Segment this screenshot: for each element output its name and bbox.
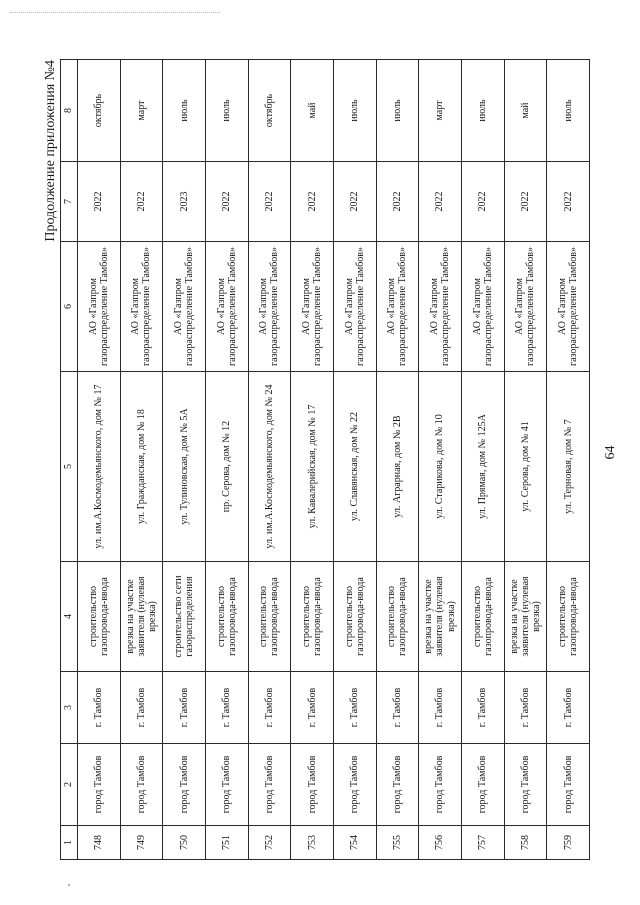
locality-cell: г. Тамбов bbox=[163, 672, 206, 744]
column-header: 3 bbox=[61, 672, 78, 744]
column-header: 5 bbox=[61, 372, 78, 562]
month-cell: июль bbox=[163, 60, 206, 162]
settlement-cell: город Тамбов bbox=[419, 744, 462, 826]
work-type-cell: строительство газопровода-ввода bbox=[248, 562, 291, 672]
locality-cell: г. Тамбов bbox=[205, 672, 248, 744]
locality-cell: г. Тамбов bbox=[248, 672, 291, 744]
year-cell: 2022 bbox=[120, 162, 163, 242]
column-header: 2 bbox=[61, 744, 78, 826]
locality-cell: г. Тамбов bbox=[333, 672, 376, 744]
settlement-cell: город Тамбов bbox=[78, 744, 121, 826]
table-row bbox=[461, 60, 504, 860]
settlement-cell: город Тамбов bbox=[333, 744, 376, 826]
table-row bbox=[78, 60, 121, 860]
operator-cell: АО «Газпром газораспределение Тамбов» bbox=[163, 242, 206, 372]
year-cell: 2022 bbox=[333, 162, 376, 242]
year-cell: 2023 bbox=[163, 162, 206, 242]
table-row bbox=[504, 60, 547, 860]
work-type-cell: врезка на участке заявителя (нулевая врезка) bbox=[504, 562, 547, 672]
locality-cell: г. Тамбов bbox=[419, 672, 462, 744]
row-number-cell: 753 bbox=[291, 826, 334, 860]
operator-cell: АО «Газпром газораспределение Тамбов» bbox=[120, 242, 163, 372]
row-number-cell: 755 bbox=[376, 826, 419, 860]
locality-cell: г. Тамбов bbox=[78, 672, 121, 744]
settlement-cell: город Тамбов bbox=[291, 744, 334, 826]
locality-cell: г. Тамбов bbox=[376, 672, 419, 744]
month-cell: июль bbox=[333, 60, 376, 162]
work-type-cell: строительство сети газораспределения bbox=[163, 562, 206, 672]
month-cell: май bbox=[504, 60, 547, 162]
locality-cell: г. Тамбов bbox=[547, 672, 590, 744]
month-cell: июль bbox=[461, 60, 504, 162]
year-cell: 2022 bbox=[291, 162, 334, 242]
table-row bbox=[120, 60, 163, 860]
settlement-cell: город Тамбов bbox=[547, 744, 590, 826]
operator-cell: АО «Газпром газораспределение Тамбов» bbox=[78, 242, 121, 372]
address-cell: пр. Серова, дом № 12 bbox=[205, 372, 248, 562]
operator-cell: АО «Газпром газораспределение Тамбов» bbox=[547, 242, 590, 372]
address-cell: ул. Кавалерийская, дом № 17 bbox=[291, 372, 334, 562]
year-cell: 2022 bbox=[504, 162, 547, 242]
work-type-cell: строительство газопровода-ввода bbox=[376, 562, 419, 672]
address-cell: ул. Терновая, дом № 7 bbox=[547, 372, 590, 562]
work-type-cell: строительство газопровода-ввода bbox=[547, 562, 590, 672]
locality-cell: г. Тамбов bbox=[504, 672, 547, 744]
address-cell: ул. Старикова, дом № 10 bbox=[419, 372, 462, 562]
column-header: 8 bbox=[61, 60, 78, 162]
work-type-cell: строительство газопровода-ввода bbox=[205, 562, 248, 672]
month-cell: май bbox=[291, 60, 334, 162]
settlement-cell: город Тамбов bbox=[205, 744, 248, 826]
locality-cell: г. Тамбов bbox=[291, 672, 334, 744]
year-cell: 2022 bbox=[248, 162, 291, 242]
table-row bbox=[376, 60, 419, 860]
year-cell: 2022 bbox=[205, 162, 248, 242]
month-cell: октябрь bbox=[78, 60, 121, 162]
table-row bbox=[419, 60, 462, 860]
operator-cell: АО «Газпром газораспределение Тамбов» bbox=[333, 242, 376, 372]
settlement-cell: город Тамбов bbox=[120, 744, 163, 826]
operator-cell: АО «Газпром газораспределение Тамбов» bbox=[461, 242, 504, 372]
month-cell: март bbox=[419, 60, 462, 162]
settlement-cell: город Тамбов bbox=[163, 744, 206, 826]
table-row bbox=[205, 60, 248, 860]
address-cell: ул. им.А.Космодемьянского, дом № 24 bbox=[248, 372, 291, 562]
row-number-cell: 750 bbox=[163, 826, 206, 860]
year-cell: 2022 bbox=[419, 162, 462, 242]
month-cell: июль bbox=[376, 60, 419, 162]
settlement-cell: город Тамбов bbox=[248, 744, 291, 826]
locality-cell: г. Тамбов bbox=[461, 672, 504, 744]
address-cell: ул. Гражданская, дом № 18 bbox=[120, 372, 163, 562]
settlement-cell: город Тамбов bbox=[504, 744, 547, 826]
settlement-cell: город Тамбов bbox=[461, 744, 504, 826]
row-number-cell: 754 bbox=[333, 826, 376, 860]
row-number-cell: 752 bbox=[248, 826, 291, 860]
address-cell: ул. Славянская, дом № 22 bbox=[333, 372, 376, 562]
month-cell: март bbox=[120, 60, 163, 162]
row-number-cell: 757 bbox=[461, 826, 504, 860]
address-cell: ул. Аграрная, дом № 2В bbox=[376, 372, 419, 562]
column-header: 6 bbox=[61, 242, 78, 372]
work-type-cell: строительство газопровода-ввода bbox=[333, 562, 376, 672]
gasification-table bbox=[60, 59, 590, 860]
year-cell: 2022 bbox=[376, 162, 419, 242]
column-header: 1 bbox=[61, 826, 78, 860]
work-type-cell: врезка на участке заявителя (нулевая врезка) bbox=[419, 562, 462, 672]
page-number: 64 bbox=[603, 445, 618, 460]
year-cell: 2022 bbox=[547, 162, 590, 242]
column-number-row bbox=[61, 60, 78, 860]
operator-cell: АО «Газпром газораспределение Тамбов» bbox=[419, 242, 462, 372]
locality-cell: г. Тамбов bbox=[120, 672, 163, 744]
work-type-cell: строительство газопровода-ввода bbox=[461, 562, 504, 672]
row-number-cell: 756 bbox=[419, 826, 462, 860]
address-cell: ул. Тулиновская, дом № 5А bbox=[163, 372, 206, 562]
month-cell: июль bbox=[205, 60, 248, 162]
operator-cell: АО «Газпром газораспределение Тамбов» bbox=[376, 242, 419, 372]
table-row bbox=[248, 60, 291, 860]
row-number-cell: 748 bbox=[78, 826, 121, 860]
appendix-title: Продолжение приложения №4 bbox=[43, 60, 58, 242]
row-number-cell: 749 bbox=[120, 826, 163, 860]
settlement-cell: город Тамбов bbox=[376, 744, 419, 826]
row-number-cell: 759 bbox=[547, 826, 590, 860]
table-row bbox=[547, 60, 590, 860]
table-row bbox=[163, 60, 206, 860]
table-body bbox=[78, 60, 590, 860]
address-cell: ул. Серова, дом № 41 bbox=[504, 372, 547, 562]
month-cell: июль bbox=[547, 60, 590, 162]
column-header: 4 bbox=[61, 562, 78, 672]
operator-cell: АО «Газпром газораспределение Тамбов» bbox=[248, 242, 291, 372]
year-cell: 2022 bbox=[78, 162, 121, 242]
column-header: 7 bbox=[61, 162, 78, 242]
work-type-cell: строительство газопровода-ввода bbox=[78, 562, 121, 672]
row-number-cell: 751 bbox=[205, 826, 248, 860]
address-cell: ул. Прямая, дом № 125А bbox=[461, 372, 504, 562]
work-type-cell: врезка на участке заявителя (нулевая врезка) bbox=[120, 562, 163, 672]
table-row bbox=[291, 60, 334, 860]
row-number-cell: 758 bbox=[504, 826, 547, 860]
year-cell: 2022 bbox=[461, 162, 504, 242]
operator-cell: АО «Газпром газораспределение Тамбов» bbox=[504, 242, 547, 372]
table-row bbox=[333, 60, 376, 860]
operator-cell: АО «Газпром газораспределение Тамбов» bbox=[205, 242, 248, 372]
operator-cell: АО «Газпром газораспределение Тамбов» bbox=[291, 242, 334, 372]
month-cell: октябрь bbox=[248, 60, 291, 162]
address-cell: ул. им.А.Космодемьянского, дом № 17 bbox=[78, 372, 121, 562]
work-type-cell: строительство газопровода-ввода bbox=[291, 562, 334, 672]
